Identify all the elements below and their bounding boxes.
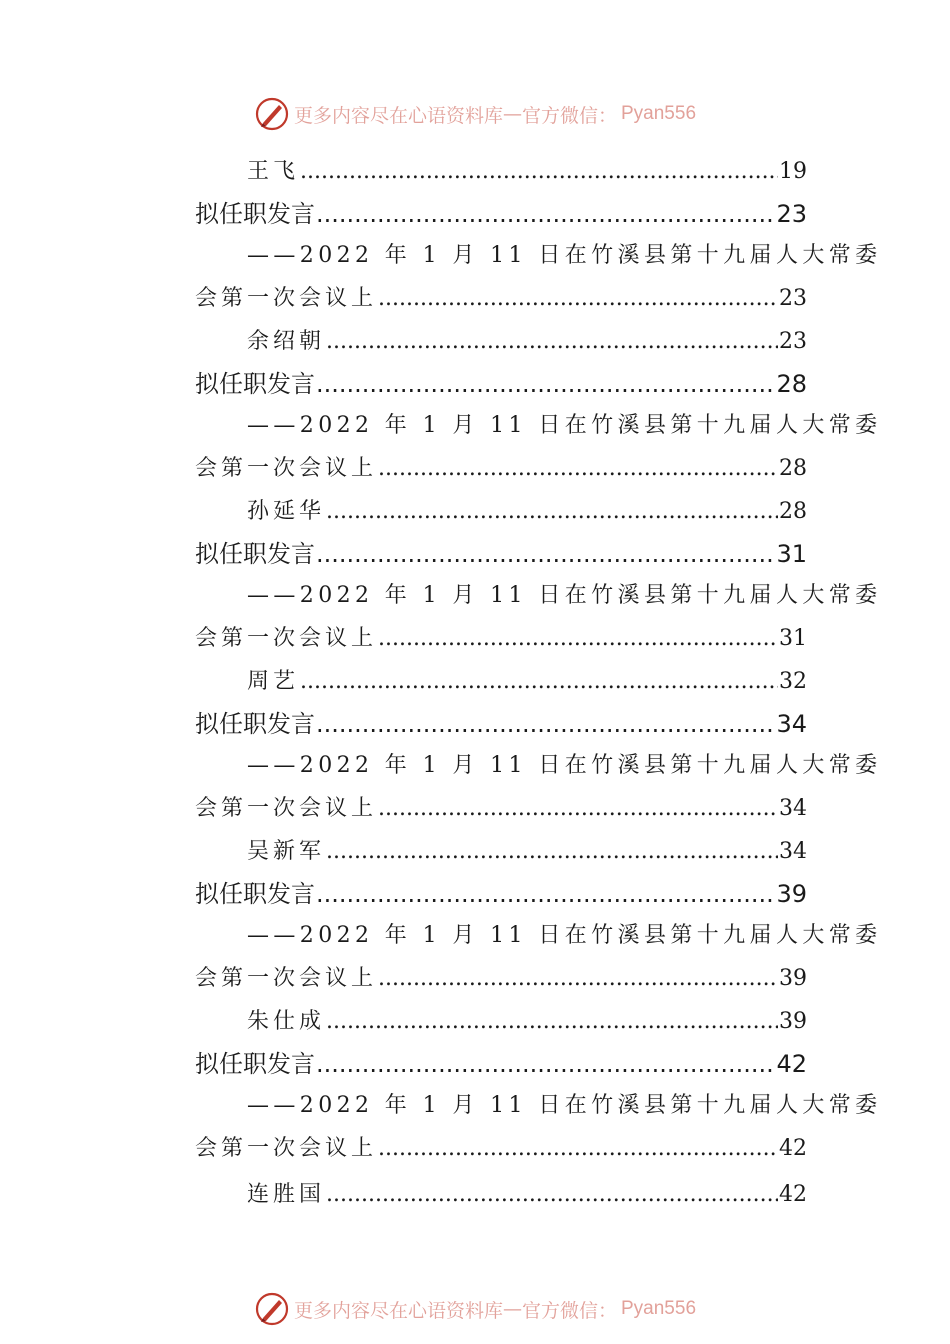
toc-section (195, 193, 882, 363)
watermark-text: 更多内容尽在心语资料库 (293, 1299, 503, 1322)
footer-watermark (0, 1289, 950, 1329)
toc-title: 拟任职发言 (195, 370, 315, 398)
watermark-label: 官方微信： (521, 1299, 617, 1322)
toc-page: 42 (776, 1050, 807, 1078)
toc-entry-subtitle[interactable] (195, 617, 807, 660)
toc-title: 拟任职发言 (195, 540, 315, 568)
toc-subtitle-cont: 会第一次会议上 (195, 1136, 378, 1161)
toc-page: 32 (779, 669, 807, 694)
toc-section (195, 1043, 882, 1220)
toc-page: 23 (776, 200, 807, 228)
toc-entry-title[interactable] (195, 363, 807, 405)
pen-logo-icon (254, 96, 290, 132)
toc-entry-title[interactable] (195, 703, 807, 745)
toc-leader (326, 320, 778, 363)
watermark-id: Pyan556 (621, 103, 697, 124)
toc-page: 39 (779, 1009, 807, 1034)
toc-entry-title[interactable] (195, 1043, 807, 1085)
toc-page: 42 (779, 1182, 807, 1207)
toc-section (195, 363, 882, 533)
toc-title: 拟任职发言 (195, 710, 315, 738)
toc-leader (378, 1127, 778, 1170)
watermark-text: 更多内容尽在心语资料库 (293, 104, 503, 127)
toc-subtitle: ——2022 年 1 月 11 日在竹溪县第十九届人大常委 (247, 1093, 882, 1118)
toc-leader (300, 660, 778, 703)
toc-page: 31 (779, 626, 807, 651)
toc-name: 吴新军 (247, 839, 326, 864)
toc-leader (316, 703, 775, 745)
toc-name: 连胜国 (247, 1182, 326, 1207)
header-watermark (0, 94, 950, 134)
toc-subtitle-cont: 会第一次会议上 (195, 626, 378, 651)
toc-subtitle: ——2022 年 1 月 11 日在竹溪县第十九届人大常委 (247, 413, 882, 438)
toc-subtitle: ——2022 年 1 月 11 日在竹溪县第十九届人大常委 (247, 753, 882, 778)
toc-entry-subtitle[interactable] (195, 447, 807, 490)
watermark-label: 官方微信： (521, 104, 617, 127)
toc-entry-title[interactable] (195, 873, 807, 915)
toc-subtitle: ——2022 年 1 月 11 日在竹溪县第十九届人大常委 (247, 583, 882, 608)
toc-subtitle: ——2022 年 1 月 11 日在竹溪县第十九届人大常委 (247, 923, 882, 948)
toc-page: 31 (776, 540, 807, 568)
toc-leader (378, 617, 778, 660)
table-of-contents (195, 150, 882, 1220)
toc-subtitle-cont: 会第一次会议上 (195, 796, 378, 821)
toc-leader (316, 363, 775, 405)
toc-leader (378, 277, 778, 320)
toc-leader (326, 830, 778, 873)
toc-entry-name[interactable] (195, 320, 807, 363)
toc-leader (326, 1000, 778, 1043)
toc-section (195, 533, 882, 703)
toc-entry-subtitle[interactable] (195, 787, 807, 830)
toc-name: 孙延华 (247, 499, 326, 524)
toc-leader (316, 533, 775, 575)
toc-page: 39 (779, 966, 807, 991)
toc-page: 23 (779, 329, 807, 354)
toc-leader (378, 447, 778, 490)
toc-leader (316, 1043, 775, 1085)
toc-leader (326, 1170, 778, 1220)
toc-entry-name[interactable] (195, 1170, 807, 1220)
toc-entry-name[interactable] (195, 1000, 807, 1043)
toc-name: 周艺 (247, 669, 300, 694)
toc-page: 34 (776, 710, 807, 738)
toc-subtitle-cont: 会第一次会议上 (195, 286, 378, 311)
toc-page: 34 (779, 839, 807, 864)
toc-entry-name[interactable] (195, 490, 807, 533)
toc-title: 拟任职发言 (195, 200, 315, 228)
toc-entry-subtitle[interactable] (195, 957, 807, 1000)
toc-entry-name[interactable] (195, 660, 807, 703)
toc-entry-title[interactable] (195, 193, 807, 235)
toc-entry-subtitle[interactable] (195, 1127, 807, 1170)
toc-page: 23 (779, 286, 807, 311)
toc-title: 拟任职发言 (195, 1050, 315, 1078)
toc-subtitle: ——2022 年 1 月 11 日在竹溪县第十九届人大常委 (247, 243, 882, 268)
watermark-dash: — (502, 1298, 522, 1320)
toc-leader (316, 193, 775, 235)
watermark-id: Pyan556 (621, 1298, 697, 1319)
toc-leader (316, 873, 775, 915)
toc-entry-name[interactable] (195, 150, 807, 193)
toc-entry-title[interactable] (195, 533, 807, 575)
toc-page: 28 (779, 456, 807, 481)
toc-page: 42 (779, 1136, 807, 1161)
toc-leader (326, 490, 778, 533)
toc-page: 28 (776, 370, 807, 398)
pen-logo-icon (254, 1291, 290, 1327)
toc-leader (378, 957, 778, 1000)
toc-page: 28 (779, 499, 807, 524)
toc-entry-name[interactable] (195, 830, 807, 873)
toc-section (195, 873, 882, 1043)
toc-page: 39 (776, 880, 807, 908)
toc-page: 34 (779, 796, 807, 821)
toc-leader (300, 150, 778, 193)
watermark-dash: — (502, 103, 522, 125)
toc-entry-subtitle[interactable] (195, 277, 807, 320)
toc-name: 余绍朝 (247, 329, 326, 354)
toc-page: 19 (779, 159, 807, 184)
toc-name: 王飞 (247, 159, 300, 184)
toc-name: 朱仕成 (247, 1009, 326, 1034)
toc-section (195, 703, 882, 873)
toc-subtitle-cont: 会第一次会议上 (195, 456, 378, 481)
toc-subtitle-cont: 会第一次会议上 (195, 966, 378, 991)
toc-title: 拟任职发言 (195, 880, 315, 908)
toc-leader (378, 787, 778, 830)
